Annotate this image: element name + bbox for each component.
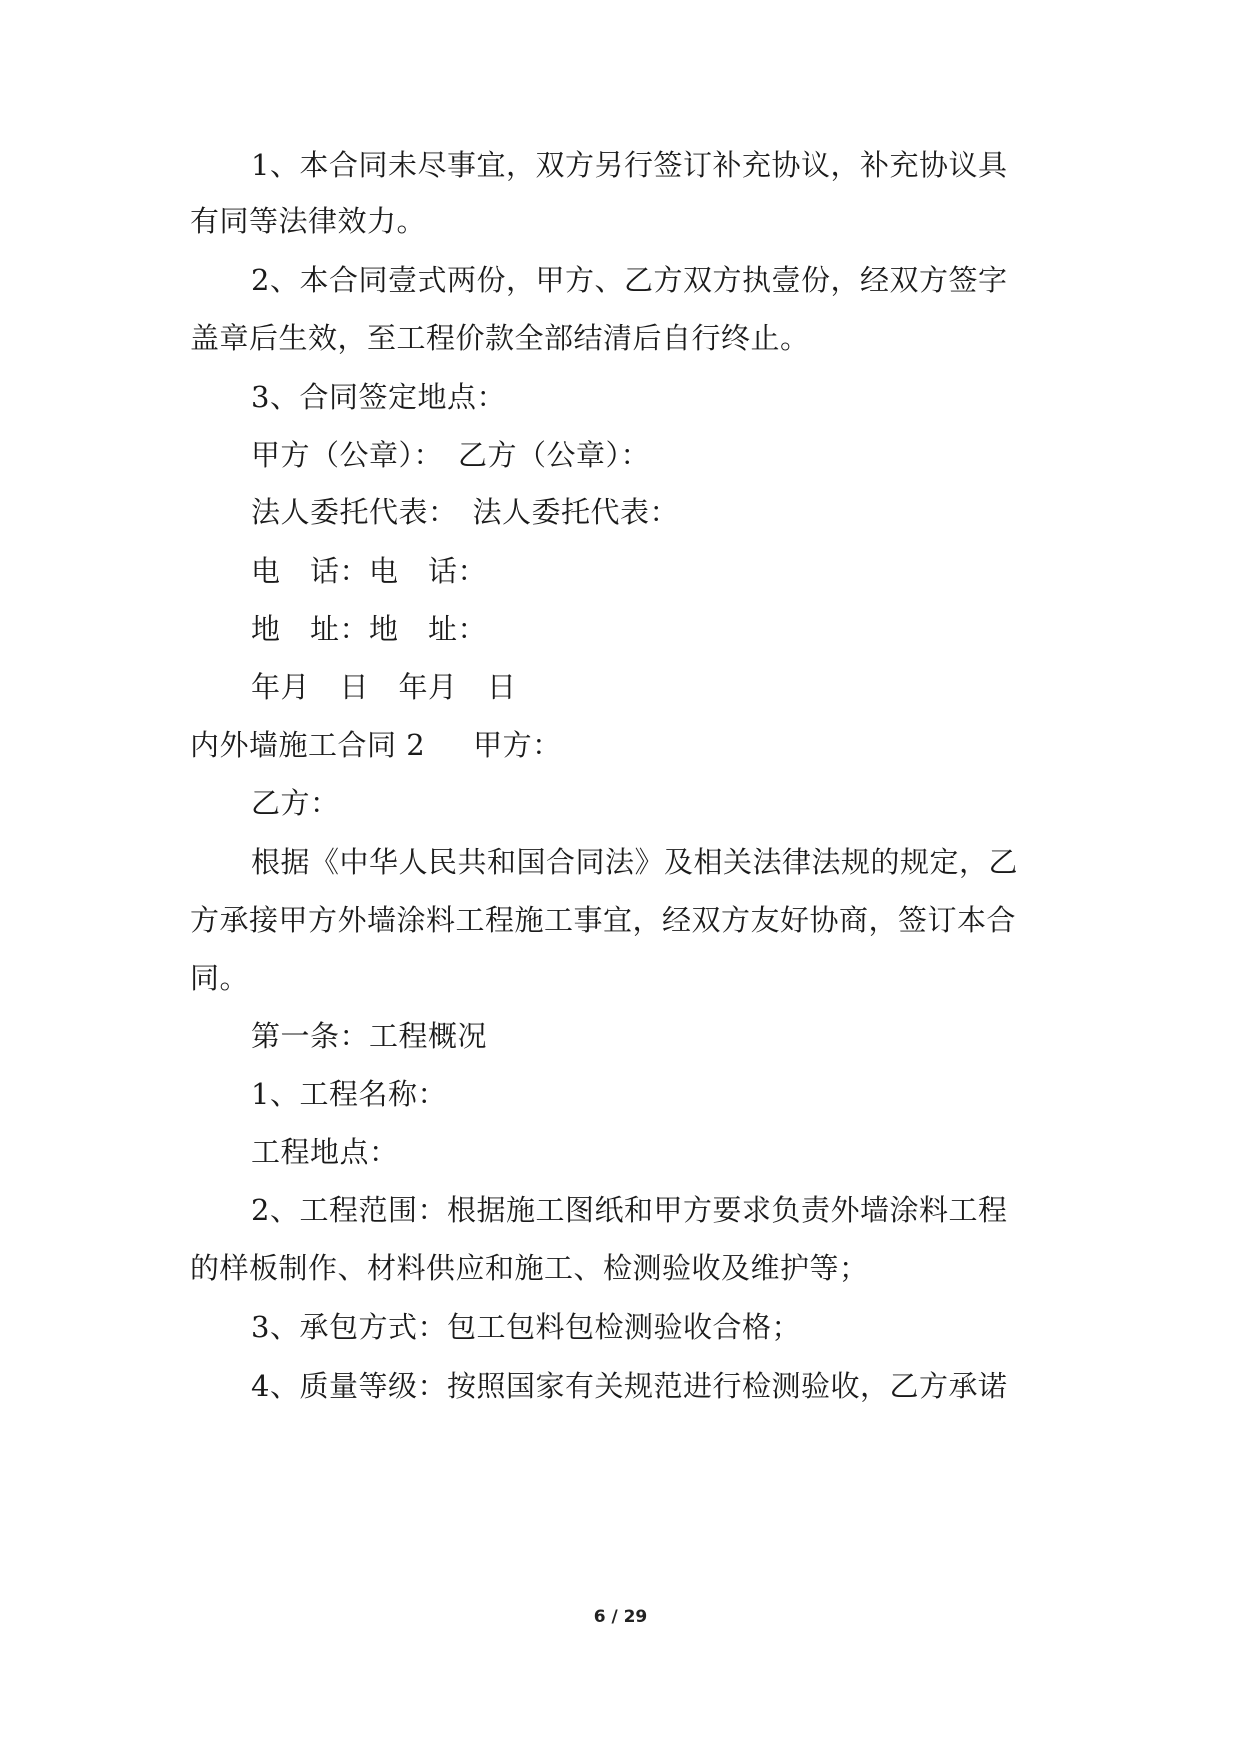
article-1-heading: 第一条：工程概况 xyxy=(251,1019,488,1053)
clause-1-line-2: 有同等法律效力。 xyxy=(190,204,427,238)
clause-1-line-1: 1、本合同未尽事宜，双方另行签订补充协议，补充协议具 xyxy=(251,148,1008,182)
preamble-line-3: 同。 xyxy=(190,961,250,995)
party-a-label: 甲方： xyxy=(473,728,562,762)
project-name: 1、工程名称： xyxy=(251,1077,447,1111)
project-scope-line-1: 2、工程范围：根据施工图纸和甲方要求负责外墙涂料工程 xyxy=(251,1193,1008,1227)
party-seals: 甲方（公章）： 乙方（公章）： xyxy=(251,438,651,472)
clause-2-line-2: 盖章后生效，至工程价款全部结清后自行终止。 xyxy=(190,321,810,355)
address-fields: 地 址：地 址： xyxy=(251,612,488,646)
clause-2-line-1: 2、本合同壹式两份，甲方、乙方双方执壹份，经双方签字 xyxy=(251,263,1008,297)
party-b-label: 乙方： xyxy=(251,786,340,820)
preamble-line-2: 方承接甲方外墙涂料工程施工事宜，经双方友好协商，签订本合 xyxy=(190,903,1017,937)
date-fields: 年月 日 年月 日 xyxy=(251,670,517,704)
preamble-line-1: 根据《中华人民共和国合同法》及相关法律法规的规定，乙 xyxy=(251,845,1019,879)
project-location: 工程地点： xyxy=(251,1135,399,1169)
clause-3: 3、合同签定地点： xyxy=(251,380,506,414)
contract-title: 内外墙施工合同 2 xyxy=(190,728,426,762)
contract-heading-line xyxy=(190,727,562,763)
contracting-method: 3、承包方式：包工包料包检测验收合格； xyxy=(251,1310,801,1344)
phone-fields: 电 话：电 话： xyxy=(251,554,488,588)
legal-representatives: 法人委托代表： 法人委托代表： xyxy=(251,495,680,529)
quality-grade: 4、质量等级：按照国家有关规范进行检测验收，乙方承诺 xyxy=(251,1369,1008,1403)
page-number: 6 / 29 xyxy=(593,1607,648,1627)
project-scope-line-2: 的样板制作、材料供应和施工、检测验收及维护等； xyxy=(190,1251,869,1285)
